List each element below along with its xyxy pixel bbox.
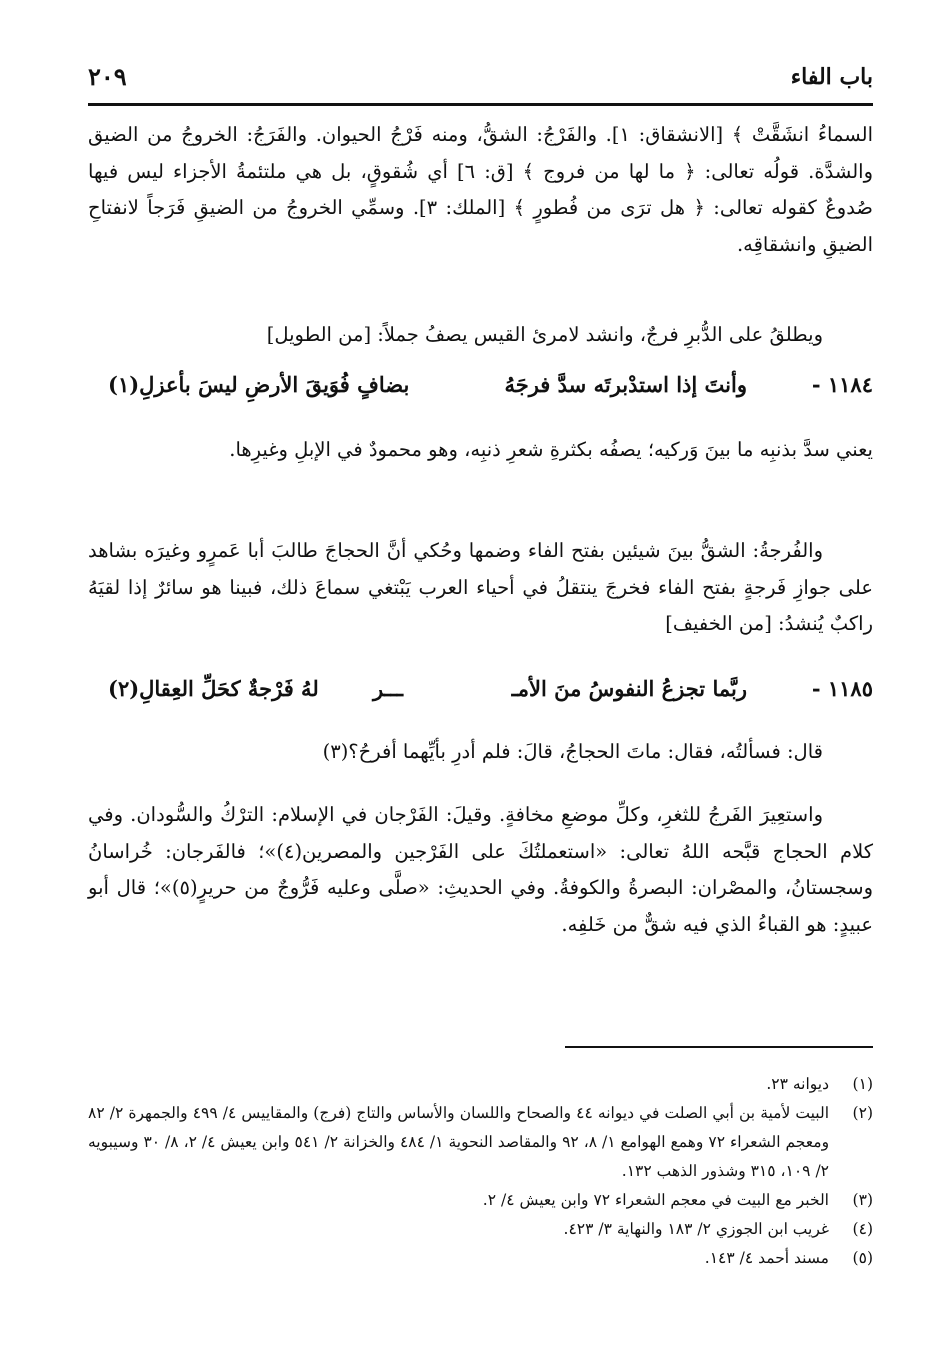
paragraph-5: [88, 734, 873, 771]
footnotes: [88, 1070, 873, 1273]
paragraph-text: والفُرجةُ: الشقُّ بينَ شيئين بفتح الفاء وضمها وحُكي أنَّ الحجاجَ طالبَ أبا عَمرٍو وغيرَه بشاهد على جوازِ فَرجةٍ بفتح الفاء فخرجَ ينتقلُ في أحياء العرب يَبْتغي سماعَ ذلك، فبينا هو سائرٌ إذا لقيَهُ راكبٌ يُنشدُ: [من الخفيف]: [88, 539, 873, 635]
running-header: [88, 60, 873, 100]
paragraph-2: [88, 317, 873, 354]
footnote-number: (٢): [852, 1104, 873, 1122]
paragraph-text: يعني سدَّ بذنبِه ما بينَ وَركيه؛ يصفُه بكثرةِ شعرِ ذنبِه، وهو محمودٌ في الإبلِ وغيرِها.: [229, 438, 873, 461]
verse-1184: [108, 372, 873, 412]
footnote-text: ديوانه ٢٣.: [766, 1075, 829, 1093]
footnote: [88, 1215, 873, 1244]
paragraph-4: [88, 533, 873, 643]
footnote-number: (٤): [852, 1220, 873, 1238]
verse-1185: [108, 676, 873, 716]
footnote: [88, 1070, 873, 1099]
page-number: ٢٠٩: [88, 62, 127, 91]
paragraph-6: [88, 797, 873, 943]
footnote-text: غريب ابن الجوزي ٢/ ١٨٣ والنهاية ٣/ ٤٢٣.: [563, 1220, 829, 1238]
header-rule: [88, 103, 873, 106]
footnote-text: البيت لأمية بن أبي الصلت في ديوانه ٤٤ والصحاح واللسان والأساس والتاج (فرج) والمقاييس ٤/ ٤٩٩ والجمهرة ٢/ ٨٢ ومعجم الشعراء ٧٢ وهمع الهوامع ١/ ٨، ٩٢ والمقاصد النحوية ١/ ٤٨٤ والخزانة ٢/ ٥٤١ وابن يعيش ٤/ ٢، ٨/ ٣٠ وسيبويه ٢/ ١٠٩، ٣١٥ وشذور الذهب ١٣٢.: [88, 1104, 830, 1180]
footnote-text: مسند أحمد ٤/ ١٤٣.: [704, 1249, 829, 1267]
footnote: [88, 1186, 873, 1215]
verse-first-hemistich: ربَّما تجزعُ النفوسُ منَ الأمـ: [511, 676, 747, 701]
verse-first-hemistich: وأنتَ إذا استدْبرتَه سدَّ فرجَهُ: [504, 372, 747, 397]
footnote-number: (٥): [852, 1249, 873, 1267]
paragraph-text: السماءُ انشَقَّتْ ﴾ [الانشقاق: ١]. والفَرْجُ: الشقُّ، ومنه فَرْجُ الحيوان. والفَرَجُ: الخروجُ من الضيق والشدَّة. قولُه تعالى: ﴿ ما لها من فروج ﴾ [ق: ٦] أي شُقوقٍ، بل هي ملتئمةُ الأجزاء ليس فيها صُدوعٌ كقوله تعالى: ﴿ هل ترَى من فُطورٍ ﴾ [الملك: ٣]. وسمِّي الخروجُ من الضيقِ فَرَجاً لانفتاحِ الضيقِ وانشقاقِه.: [88, 123, 874, 256]
verse-split-mark: ـــر: [372, 676, 403, 701]
verse-number: ١١٨٥ -: [811, 676, 873, 701]
paragraph-text: واستعِيرَ الفَرجُ للثغرِ، وكلِّ موضعِ مخافةٍ. وقيلَ: الفَرْجان في الإسلام: الترْكُ والسُّودان. وفي كلام الحجاج قبَّحه اللهُ تعالى: «استعملتُكَ على الفَرْجين والمصرين(٤)»؛ فالفَرجان: خُراسانُ وسجستانُ، والمصْران: البصرةُ والكوفةُ. وفي الحديثِ: «صلَّى وعليه فَرُّوجٌ من حريرٍ(٥)»؛ قال أبو عبيدٍ: هو القباءُ الذي فيه شقٌّ من خَلفِه.: [88, 803, 873, 936]
paragraph-text: ويطلقُ على الدُّبرِ فرجٌ، وانشد لامرئ القيس يصفُ جملاً: [من الطويل]: [266, 323, 823, 346]
verse-second-hemistich: لهُ فَرْجةٌ كحَلِّ العِقالِ(٢): [108, 676, 319, 701]
footnote: [88, 1244, 873, 1273]
footnote-number: (٣): [852, 1191, 873, 1209]
footnote: [88, 1099, 873, 1186]
chapter-title: باب الفاء: [790, 64, 873, 90]
footnote-number: (١): [852, 1075, 873, 1093]
paragraph-3: [88, 432, 873, 469]
paragraph-1: [88, 117, 873, 263]
footnote-rule: [565, 1046, 873, 1048]
paragraph-text: قال: فسألتُه، فقال: ماتَ الحجاجُ، قالَ: فلم أدرِ بأيِّهما أفرحُ؟(٣): [322, 740, 823, 763]
footnote-text: الخبر مع البيت في معجم الشعراء ٧٢ وابن يعيش ٤/ ٢.: [482, 1191, 829, 1209]
verse-number: ١١٨٤ -: [811, 372, 873, 397]
verse-second-hemistich: بضافٍ فُوَيقَ الأرضِ ليسَ بأعزلِ(١): [108, 372, 410, 397]
